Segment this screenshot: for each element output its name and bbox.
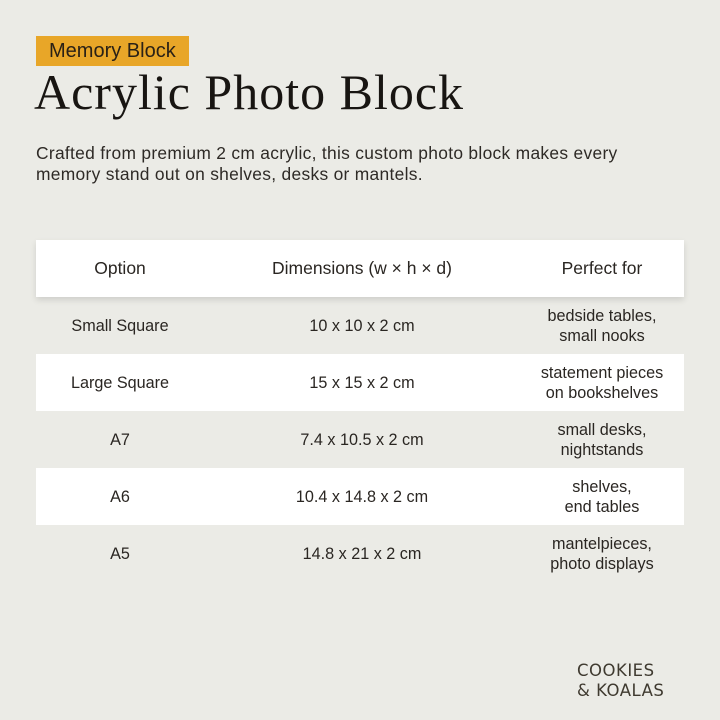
table-row bbox=[36, 411, 684, 468]
brand-logo bbox=[577, 661, 664, 701]
size-options-table bbox=[36, 240, 684, 582]
table-header-row bbox=[36, 240, 684, 297]
perfect-for-line: statement pieces bbox=[540, 363, 664, 382]
perfect-for-line: bedside tables, bbox=[547, 306, 657, 325]
perfect-for-line: end tables bbox=[564, 497, 640, 516]
perfect-for-line: shelves, bbox=[572, 477, 632, 496]
option-column-header: Option bbox=[94, 258, 146, 278]
perfect-for-cell bbox=[520, 297, 684, 354]
perfect-for-column-header: Perfect for bbox=[561, 258, 643, 278]
dimensions-cell: 10.4 x 14.8 x 2 cm bbox=[295, 487, 429, 506]
option-cell: A5 bbox=[110, 544, 130, 563]
option-cell: A6 bbox=[110, 487, 130, 506]
dimensions-cell: 14.8 x 21 x 2 cm bbox=[302, 544, 422, 563]
table-row bbox=[36, 354, 684, 411]
perfect-for-cell bbox=[520, 354, 684, 411]
product-description: Crafted from premium 2 cm acrylic, this custom photo block makes every memory stand out on shelves, desks or mantels. bbox=[36, 143, 618, 184]
dimensions-cell: 15 x 15 x 2 cm bbox=[309, 373, 415, 392]
dimensions-cell: 7.4 x 10.5 x 2 cm bbox=[300, 430, 424, 449]
perfect-for-cell bbox=[520, 411, 684, 468]
option-cell: Small Square bbox=[71, 316, 169, 335]
option-cell: A7 bbox=[110, 430, 130, 449]
page-title: Acrylic Photo Block bbox=[34, 64, 465, 120]
perfect-for-line: photo displays bbox=[550, 554, 654, 573]
perfect-for-line: nightstands bbox=[560, 440, 644, 459]
table-row bbox=[36, 297, 684, 354]
category-badge: Memory Block bbox=[36, 36, 189, 66]
dimensions-cell: 10 x 10 x 2 cm bbox=[309, 316, 415, 335]
brand-logo-line: & KOALAS bbox=[577, 681, 665, 700]
table-row bbox=[36, 525, 684, 582]
perfect-for-cell bbox=[520, 525, 684, 582]
table-row bbox=[36, 468, 684, 525]
brand-logo-line: COOKIES bbox=[577, 661, 655, 680]
option-cell: Large Square bbox=[70, 373, 170, 392]
perfect-for-line: mantelpieces, bbox=[552, 534, 652, 553]
perfect-for-line: small nooks bbox=[559, 326, 645, 345]
perfect-for-line: small desks, bbox=[557, 420, 647, 439]
dimensions-column-header: Dimensions (w × h × d) bbox=[272, 258, 452, 278]
perfect-for-line: on bookshelves bbox=[545, 383, 659, 402]
perfect-for-cell bbox=[520, 468, 684, 525]
